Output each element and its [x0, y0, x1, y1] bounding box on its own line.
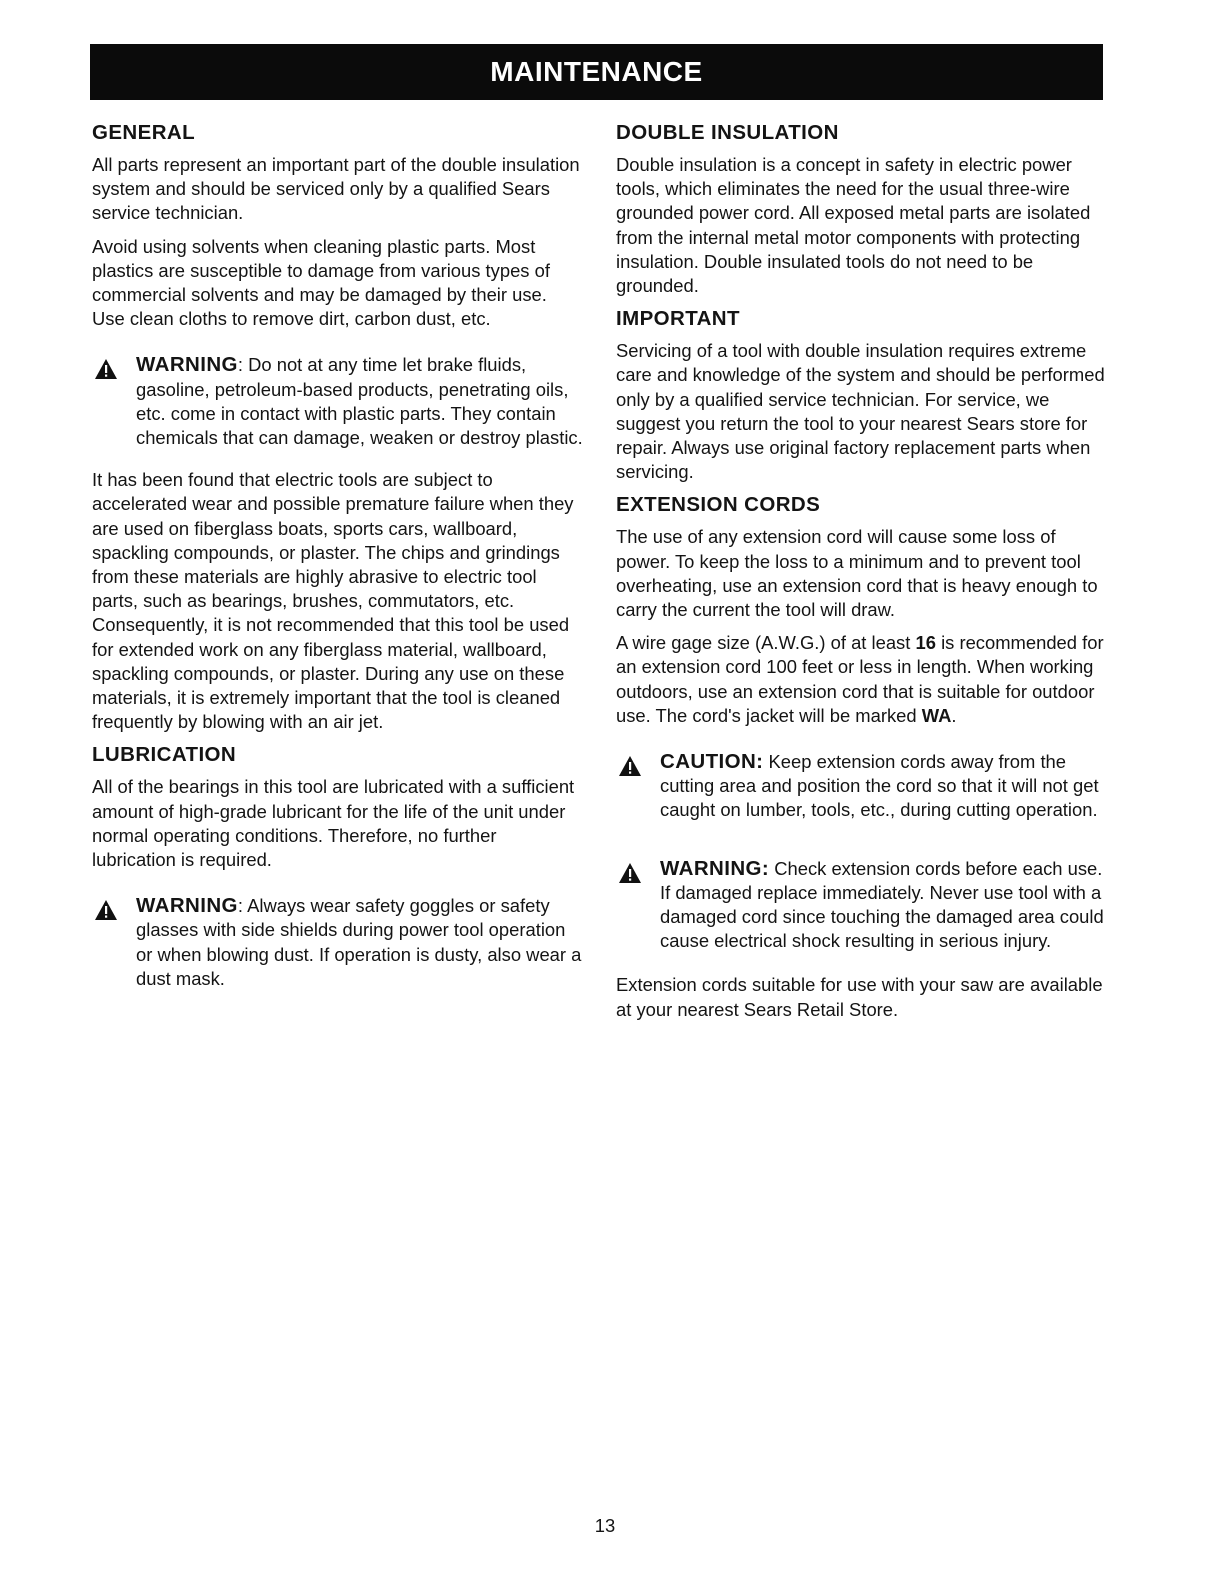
- lubrication-paragraph: All of the bearings in this tool are lubricated with a sufficient amount of high-grade lubricant for the life of the unit under normal operating conditions. Therefore, no further lubrication is required.: [92, 776, 575, 871]
- warning-text: Check extension cords before each use. If damaged replace immediately. Never use tool with a damaged cord since touching the damaged area could cause electrical shock resulting in serious injury.: [660, 857, 1104, 952]
- section-title: MAINTENANCE: [490, 56, 703, 87]
- wire-gage-value: 16: [915, 632, 936, 654]
- warning-triangle-icon: [94, 358, 118, 380]
- warning-plastic-parts: [92, 353, 584, 450]
- warning-text: : Always wear safety goggles or safety glasses with side shields during power tool operation or when blowing dust. If operation is dusty, also wear a dust mask.: [136, 895, 582, 989]
- extension-paragraph-2: A wire gage size (A.W.G.) of at least 16 is recommended for an extension cord 100 feet or less in length. When working outdoors, use an extension cord that is suitable for outdoor use. The cord's jacket will be marked WA.: [616, 632, 1104, 726]
- fiberglass-paragraph: It has been found that electric tools are subject to accelerated wear and possible premature failure when they are used on fiberglass boats, sports cars, wallboard, spackling compounds, or plaster. The chips and grindings from these materials are highly abrasive to electric tool parts, such as bearings, brushes, commutators, etc. Consequently, it is not recommended that this tool be used for extended work on any fiberglass material, wallboard, spackling compounds, or plaster. During any use on these materials, it is extremely important that the tool is cleaned frequently by blowing with an air jet.: [92, 469, 574, 733]
- page-number: 13: [594, 1515, 616, 1536]
- warning-triangle-icon: [618, 755, 642, 777]
- left-column: [92, 121, 584, 1009]
- caution-extension-cords: [616, 750, 1108, 823]
- warning-check-cords: [616, 857, 1108, 954]
- double-insulation-heading: DOUBLE INSULATION: [616, 121, 839, 144]
- important-paragraph: Servicing of a tool with double insulation requires extreme care and knowledge of the system and should be performed only by a qualified service technician. For service, we suggest you return the tool to your nearest Sears store for repair. Always use original factory replacement parts when servicing.: [616, 340, 1105, 483]
- caution-text: Keep extension cords away from the cutting area and position the cord so that it will not get caught on lumber, tools, etc., during cutting operation.: [660, 751, 1099, 821]
- caution-label: CAUTION:: [660, 750, 764, 774]
- warning-triangle-icon: [94, 899, 118, 921]
- jacket-marking: WA: [921, 704, 952, 726]
- section-banner: [90, 44, 1103, 100]
- double-insulation-paragraph: Double insulation is a concept in safety in electric power tools, which eliminates the need for the usual three-wire grounded power cord. All exposed metal parts are isolated from the internal metal motor components with protecting insulation. Double insulated tools do not need to be grounded.: [616, 154, 1091, 297]
- right-column: [616, 121, 1108, 1031]
- warning-safety-goggles: [92, 894, 584, 991]
- warning-label: WARNING:: [660, 856, 770, 880]
- extension-cords-heading: EXTENSION CORDS: [616, 493, 821, 517]
- lubrication-heading: LUBRICATION: [92, 743, 237, 767]
- general-paragraph-2: Avoid using solvents when cleaning plastic parts. Most plastics are susceptible to damage from various types of commercial solvents and may be damaged by their use. Use clean cloths to remove dirt, carbon dust, etc.: [92, 235, 550, 330]
- important-heading: IMPORTANT: [616, 307, 740, 331]
- warning-triangle-icon: [618, 862, 642, 884]
- general-paragraph-1: All parts represent an important part of the double insulation system and should be serviced only by a qualified Sears service technician.: [92, 154, 580, 224]
- general-heading: GENERAL: [92, 121, 196, 144]
- warning-text: : Do not at any time let brake fluids, gasoline, petroleum-based products, penetrating oils, etc. come in contact with plastic parts. They contain chemicals that can damage, weaken or destroy plastic.: [136, 354, 583, 449]
- warning-label: WARNING: [136, 353, 238, 377]
- extension-paragraph-1: The use of any extension cord will cause some loss of power. To keep the loss to a minimum and to prevent tool overheating, use an extension cord that is heavy enough to carry the current the tool will draw.: [616, 526, 1098, 621]
- warning-label: WARNING: [136, 894, 238, 918]
- closing-paragraph: Extension cords suitable for use with your saw are available at your nearest Sears Retail Store.: [616, 974, 1103, 1020]
